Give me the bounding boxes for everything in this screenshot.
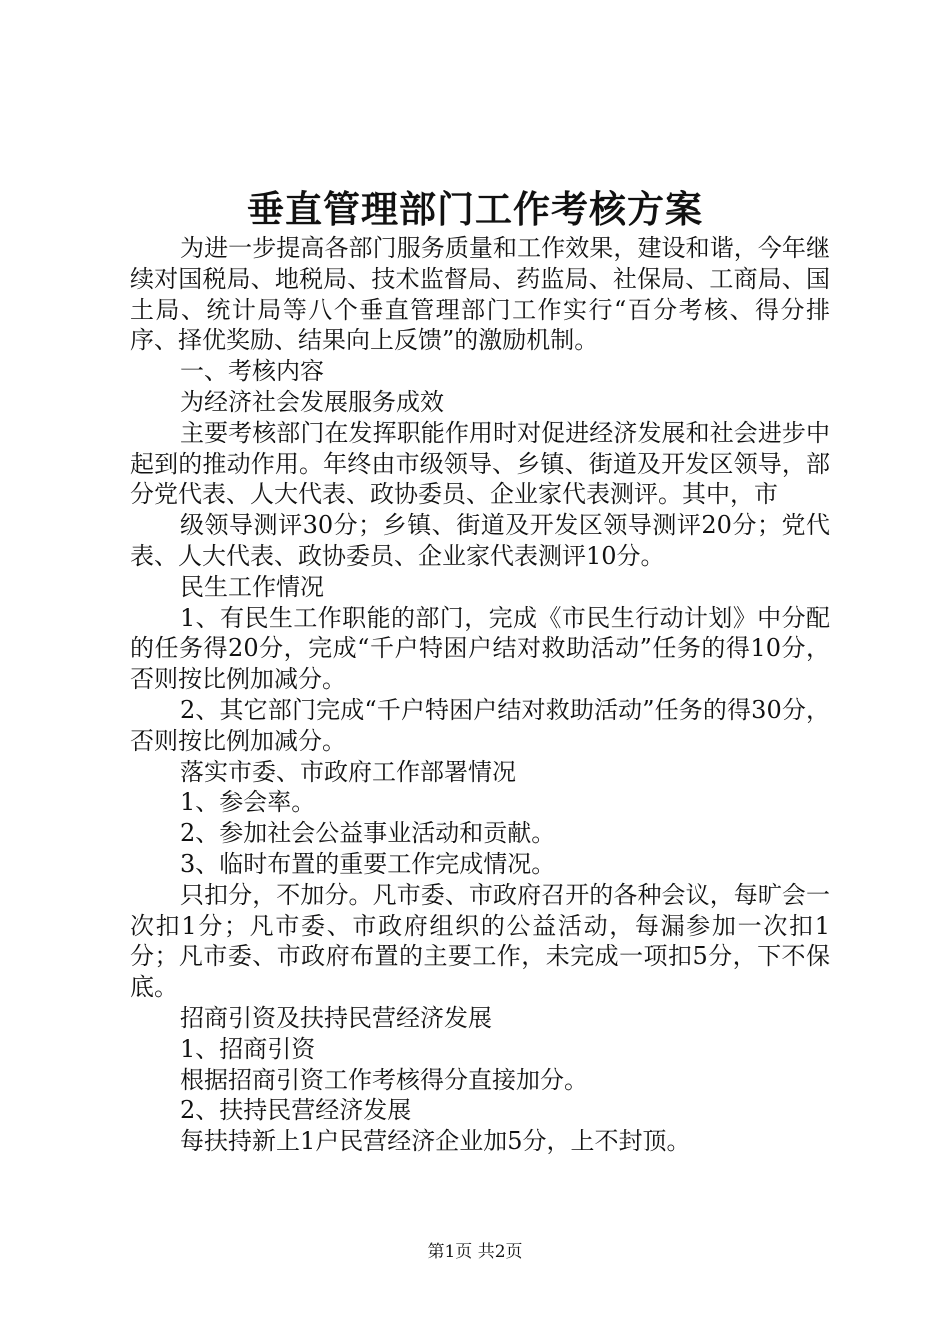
page-footer: 第1页 共2页 xyxy=(427,1242,523,1262)
paragraph-deduction-rules: 只扣分，不加分。凡市委、市政府召开的各种会议，每旷会一次扣1分；凡市委、市政府组织的公益活动，每漏参加一次扣1分；凡市委、市政府布置的主要工作，未完成一项扣5分，下不保底。 xyxy=(130,880,830,1002)
subheading-economic-service: 为经济社会发展服务成效 xyxy=(180,387,444,416)
document-title: 垂直管理部门工作考核方案 xyxy=(247,187,703,231)
paragraph-livelihood-item-1: 1、有民生工作职能的部门，完成《市民生行动计划》中分配的任务得20分，完成“千户特困户结对救助活动”任务的得10分，否则按比例加减分。 xyxy=(130,603,830,694)
list-item-public-welfare: 2、参加社会公益事业活动和贡献。 xyxy=(180,819,556,848)
document-body xyxy=(130,233,830,1157)
list-item-investment: 1、招商引资 xyxy=(180,1034,316,1063)
section-heading-assessment-content: 一、考核内容 xyxy=(180,357,324,386)
paragraph-investment-score: 根据招商引资工作考核得分直接加分。 xyxy=(180,1065,588,1094)
paragraph-livelihood-item-2: 2、其它部门完成“千户特困户结对救助活动”任务的得30分，否则按比例加减分。 xyxy=(130,695,830,755)
subheading-investment: 招商引资及扶持民营经济发展 xyxy=(180,1003,492,1032)
subheading-implementation: 落实市委、市政府工作部署情况 xyxy=(180,757,516,786)
list-item-attendance: 1、参会率。 xyxy=(180,788,316,817)
paragraph-economic-assessment: 主要考核部门在发挥职能作用时对促进经济发展和社会进步中起到的推动作用。年终由市级领导、乡镇、街道及开发区领导，部分党代表、人大代表、政协委员、企业家代表测评。其中，市 xyxy=(130,418,830,509)
intro-paragraph: 为进一步提高各部门服务质量和工作效果，建设和谐，今年继续对国税局、地税局、技术监督局、药监局、社保局、工商局、国土局、统计局等八个垂直管理部门工作实行“百分考核、得分排序、择优奖励、结果向上反馈”的激励机制。 xyxy=(130,234,830,355)
list-item-temporary-work: 3、临时布置的重要工作完成情况。 xyxy=(180,849,556,878)
paragraph-private-economy-score: 每扶持新上1户民营经济企业加5分，上不封顶。 xyxy=(180,1127,691,1156)
list-item-private-economy: 2、扶持民营经济发展 xyxy=(180,1096,412,1125)
subheading-livelihood-work: 民生工作情况 xyxy=(180,572,324,601)
paragraph-economic-scores: 级领导测评30分；乡镇、街道及开发区领导测评20分；党代表、人大代表、政协委员、企业家代表测评10分。 xyxy=(130,511,830,570)
